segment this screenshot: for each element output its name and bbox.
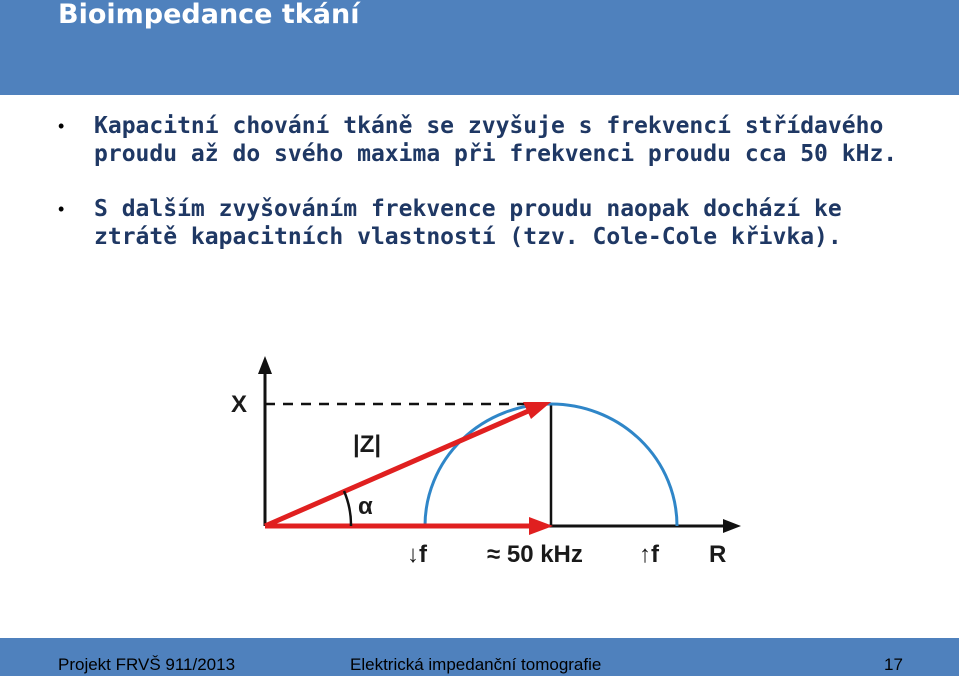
impedance-vector-arrowhead: [523, 402, 551, 419]
angle-label: α: [358, 493, 373, 520]
bullet-marker: •: [58, 199, 65, 219]
title-bar: [0, 0, 959, 95]
page-number: 17: [884, 655, 903, 674]
impedance-vector: [265, 409, 533, 526]
bullet-item: [0, 112, 914, 168]
y-axis-arrowhead: [258, 356, 272, 374]
center-frequency-label: ≈ 50 kHz: [487, 541, 583, 568]
footer-bar: [0, 638, 959, 676]
y-axis-label: X: [231, 391, 248, 418]
resistance-vector-arrowhead: [529, 517, 553, 535]
bullet-text: S dalším zvyšováním frekvence proudu naopak dochází ke ztrátě kapacitních vlastností (tzv. Cole-Cole křivka).: [94, 196, 842, 250]
bullet-list: [0, 112, 959, 251]
bullet-item: [0, 195, 914, 251]
x-axis-arrowhead: [723, 519, 741, 533]
slide-title: Bioimpedance tkání: [58, 0, 360, 30]
footer-project: Projekt FRVŠ 911/2013: [58, 655, 236, 674]
footer-topic: Elektrická impedanční tomografie: [350, 655, 602, 674]
left-frequency-label: ↓f: [407, 541, 427, 568]
bullet-marker: •: [58, 116, 65, 136]
impedance-label: |Z|: [353, 431, 382, 458]
bullet-text: Kapacitní chování tkáně se zvyšuje s frekvencí střídavého proudu až do svého maxima při frekvenci proudu cca 50 kHz.: [94, 113, 898, 167]
x-axis-label: R: [709, 541, 727, 568]
angle-arc: [344, 491, 351, 526]
cole-cole-diagram: [225, 352, 745, 582]
right-frequency-label: ↑f: [639, 541, 659, 568]
